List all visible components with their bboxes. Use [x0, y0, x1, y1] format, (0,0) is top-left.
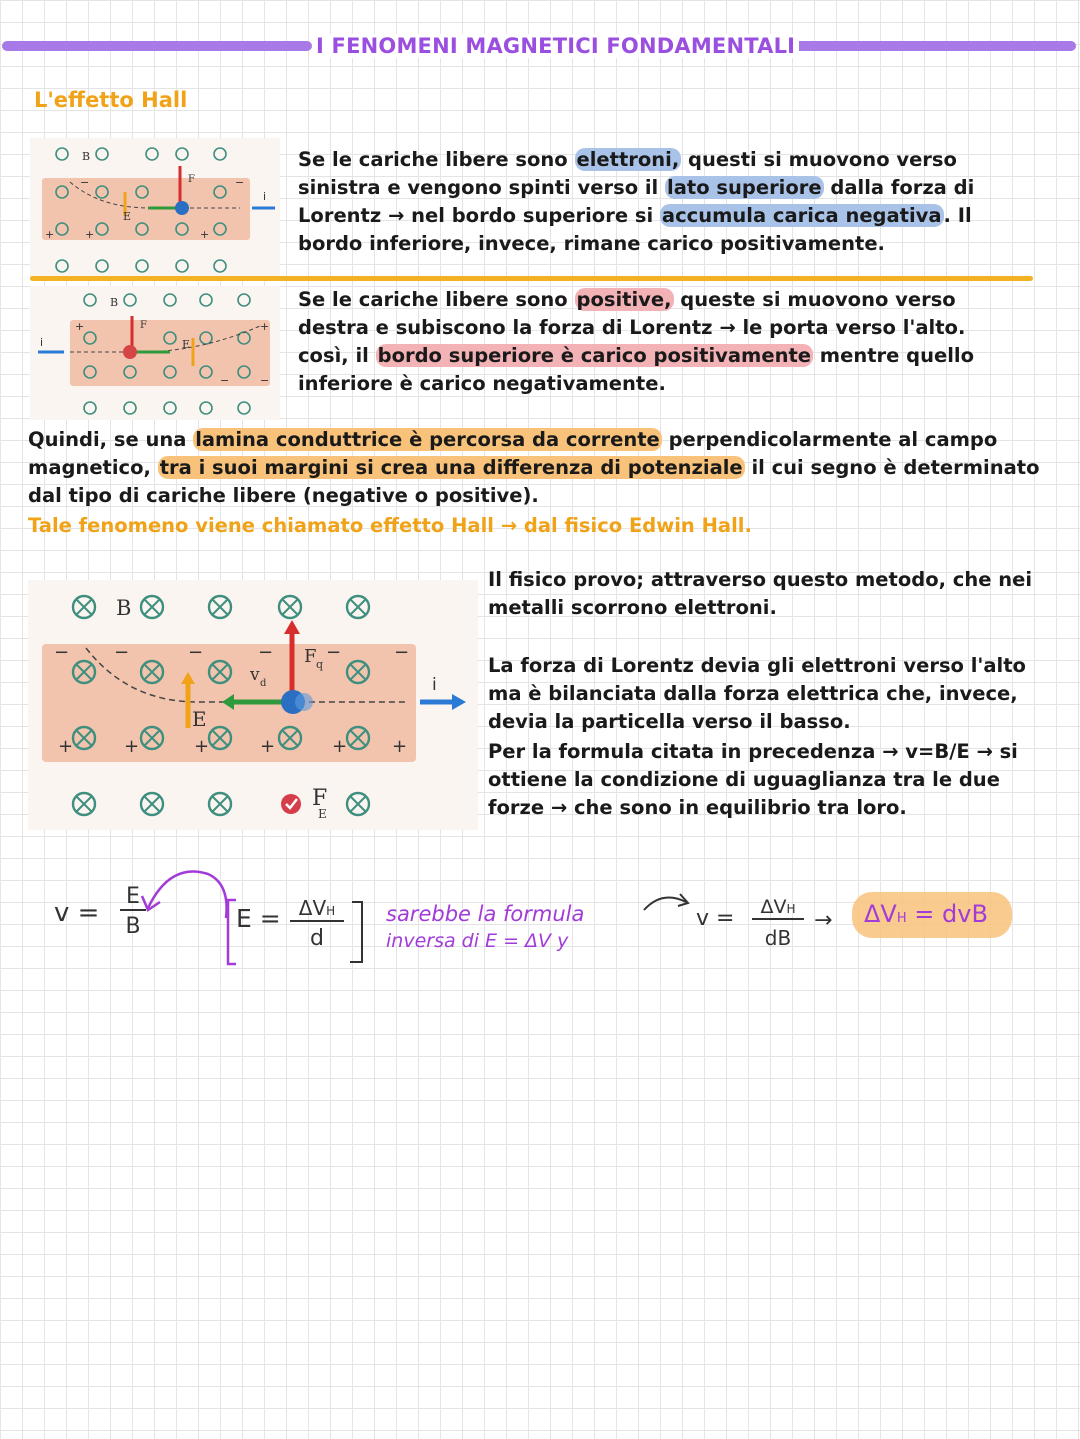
text: Se le cariche libere sono [298, 288, 575, 311]
note-result-dv: ΔV [864, 900, 897, 928]
text: dalla forza di Lorentz → nel bordo superiore si [298, 176, 975, 227]
paragraph-positive [298, 286, 1018, 398]
fig3-minus: − [258, 642, 274, 663]
note-curved-arrow [640, 888, 700, 918]
section-divider [30, 276, 1033, 281]
fig3-label-fe: F [312, 786, 328, 811]
text: il cui segno è determinato dal tipo di cariche libere (negative o positive). [28, 456, 1040, 507]
note-result-h: H [896, 911, 907, 926]
fig3-label-fe-sub: E [318, 807, 327, 821]
note-dvh-num [290, 896, 344, 922]
fig3-plus: + [124, 736, 140, 757]
fig2-label-b: B [110, 296, 119, 309]
note-d-den: d [310, 926, 324, 951]
fig1-minus: − [235, 176, 245, 189]
note-v-equals: v = [54, 898, 100, 928]
note-dvh-num2 [752, 896, 804, 920]
fig1-minus: − [80, 176, 90, 189]
note-h-sub: H [326, 904, 336, 918]
fig1-plus: + [200, 228, 210, 241]
highlight-negative-charge: accumula carica negativa [661, 204, 942, 227]
note-v2-equals: v = [696, 906, 735, 931]
text: Quindi, se una [28, 428, 194, 451]
fig3-label-fq-sub: q [316, 658, 324, 671]
note-db-den: dB [764, 926, 792, 950]
hall-figure-large [28, 580, 478, 830]
text: Se le cariche libere sono [298, 148, 575, 171]
note-e-equals: E = [236, 904, 281, 933]
paragraph-equilibrium: Per la formula citata in precedenza → v=B/E → si ottiene la condizione di uguaglianza tra le due forze → che sono in equilibrio tra loro. [488, 740, 1018, 819]
note-dvh: ΔV [760, 896, 787, 918]
fig3-minus: − [326, 642, 342, 663]
title-bar-left-line [2, 41, 312, 51]
fig1-label-i: i [263, 190, 267, 203]
note-result [864, 900, 988, 928]
highlight-upper-side: lato superiore [667, 176, 822, 199]
highlight-potential-difference: tra i suoi margini si crea una differenza di potenziale [159, 456, 743, 479]
fig3-label-i: i [432, 675, 437, 695]
fig1-plus: + [85, 228, 95, 241]
fig1-plus: + [45, 228, 55, 241]
fig3-minus: − [188, 642, 204, 663]
text: mentre quello inferiore è carico negativamente. [298, 344, 974, 395]
paragraph-conclusion [28, 426, 1048, 510]
hall-figure-electrons [30, 138, 280, 278]
fig2-label-fq: F [140, 320, 147, 331]
fig2-label-e: E [182, 338, 191, 351]
hall-effect-definition: Tale fenomeno viene chiamato effetto Hall → dal fisico Edwin Hall. [28, 514, 752, 537]
fig3-plus: + [58, 736, 74, 757]
text: queste si muovono verso destra e subiscono la forza di Lorentz → le porta verso l'alto. così, il [298, 288, 966, 367]
paragraph-lorentz-balance: La forza di Lorentz devia gli elettroni verso l'alto ma è bilanciata dalla forza elettrica che, invece, devia la particella verso il basso. [488, 654, 1026, 733]
title-bar-right-line [780, 41, 1076, 51]
fig3-minus: − [54, 642, 70, 663]
note-comment-line1: sarebbe la formula [386, 902, 585, 926]
fig3-label-vd: v [250, 665, 260, 685]
note-frac-den-b: B [125, 914, 141, 939]
highlight-lamina: lamina conduttrice è percorsa da corrente [195, 428, 660, 451]
fig1-label-b: B [82, 150, 91, 163]
note-dvh: ΔV [298, 896, 327, 920]
text: perpendicolarmente al campo magnetico, [28, 428, 998, 479]
fig2-minus: − [260, 374, 270, 387]
fig3-plus: + [260, 736, 276, 757]
note-frac-num-e: E [120, 884, 146, 911]
text: . Il bordo inferiore, invece, rimane carico positivamente. [298, 204, 972, 255]
text: questi si muovono verso sinistra e vengono spinti verso il [298, 148, 957, 199]
fig3-minus: − [114, 642, 130, 663]
fig1-label-fq: F [188, 174, 195, 185]
fig3-label-fq: F [304, 646, 317, 667]
note-h-sub: H [786, 902, 796, 916]
fig2-plus: + [75, 320, 85, 333]
title-bar [0, 36, 1080, 56]
fig3-plus: + [332, 736, 348, 757]
paragraph-electrons [298, 146, 1028, 258]
paragraph-physicist: Il fisico provo; attraverso questo metodo, che nei metalli scorrono elettroni. [488, 568, 1033, 619]
fig3-minus: − [394, 642, 410, 663]
highlight-upper-positive: bordo superiore è carico positivamente [377, 344, 811, 367]
note-arrow: → [814, 908, 833, 933]
fig2-plus: + [260, 320, 270, 333]
hall-figure-positive [30, 286, 280, 420]
fig3-label-e: E [192, 707, 207, 731]
fig3-label-vd-sub: d [260, 678, 267, 689]
fig3-plus: + [194, 736, 210, 757]
page-title: I FENOMENI MAGNETICI FONDAMENTALI [312, 34, 799, 58]
section-title: L'effetto Hall [34, 88, 188, 112]
fig2-minus: − [220, 374, 230, 387]
note-result-rhs: = dvB [914, 900, 988, 928]
fig3-label-b: B [116, 596, 132, 620]
fig3-plus: + [392, 736, 408, 757]
note-comment-line2: inversa di E = ΔV y [386, 930, 569, 952]
fig2-label-i: i [40, 336, 44, 349]
fig1-label-e: E [123, 210, 132, 223]
highlight-positive: positive, [576, 288, 672, 311]
highlight-electrons: elettroni, [576, 148, 680, 171]
